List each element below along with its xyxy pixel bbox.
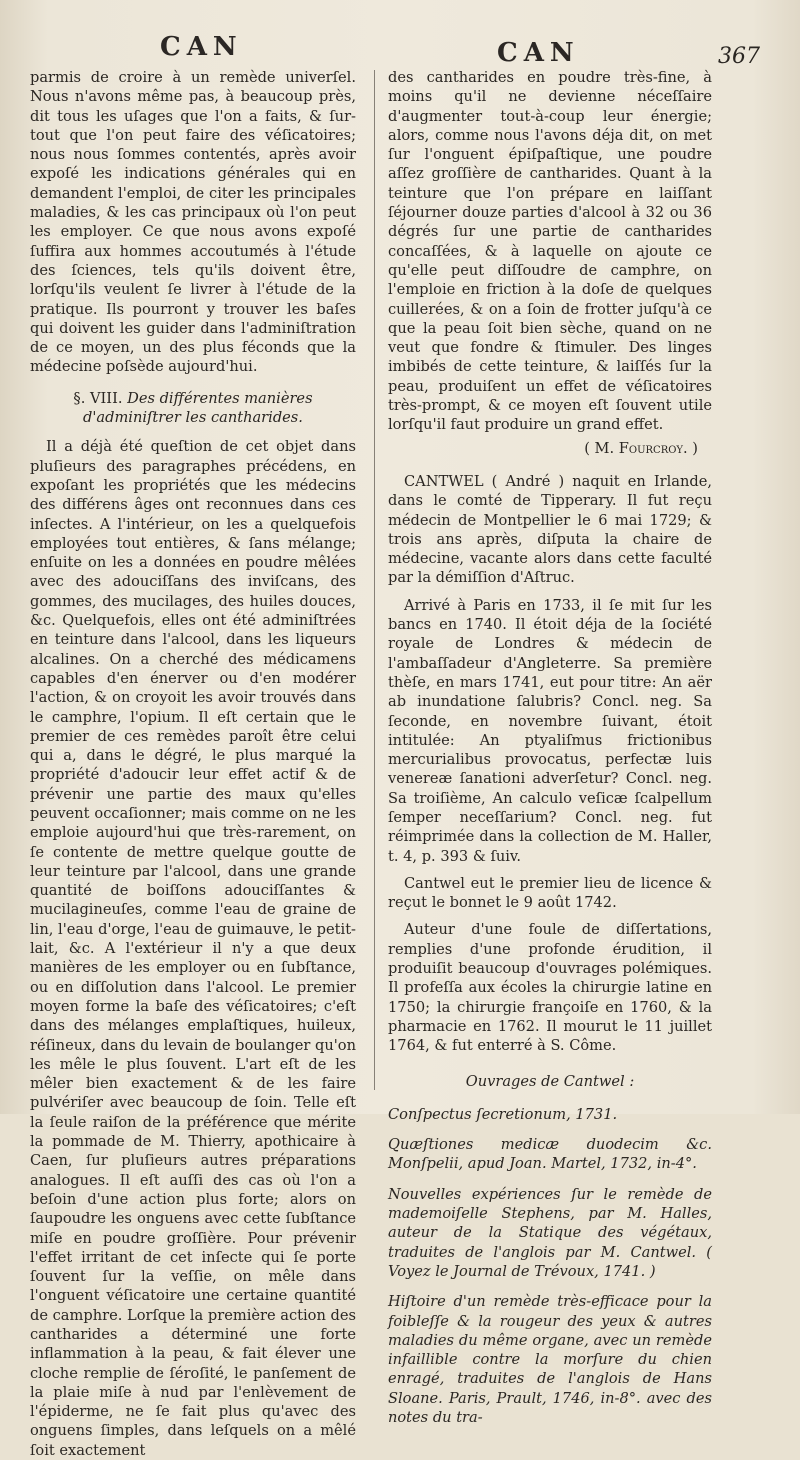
works-heading: Ouvrages de Cantwel : [465,1072,635,1090]
author-signature: ( M. Fourcroy. ) [584,439,698,457]
work-item: Quæſtiones medicæ duodecim &c. Monſpelii, apud Joan. Martel, 1732, in-4°. [388,1136,712,1173]
work-item: Conſpectus ſecretionum, 1731. [388,1105,618,1123]
running-header [0,30,800,70]
column-divider [374,70,375,1090]
work-item: Hiſtoire d'un remède très-efficace pour la foibleſſe & la rougeur des yeux & autres maladies du même organe, avec un remède infaillible contre la morſure du chien enragé, traduites de l'anglois de Hans Sloane. Paris, Prault, 1746, in-8°. avec des notes du tra- [388,1293,712,1426]
left-paragraph-1: parmis de croire à un remède univerſel. Nous n'avons même pas, à beaucoup près, dit tous les uſages que l'on a faits, & ſur-tout que l'on peut faire des véſicatoires; nous nous ſommes contentés, après avoir expoſé les indications générales qui en demandent l'emploi, de citer les principales maladies, & les cas principaux où l'on peut les employer. Ce que nous avons expoſé ſuffira aux hommes accoutumés à l'étude des ſciences, tels qu'ils doivent être, lorſqu'ils veulent ſe livrer à l'étude de la pratique. Ils pourront y trouver les baſes qui doivent les guider dans l'adminiſtration de ce moyen, un des plus féconds que la médecine poſsède aujourd'hui. [30,69,356,376]
work-item: Nouvelles expériences ſur le remède de mademoiſelle Stephens, par M. Halles, auteur de la Statique des végétaux, traduites de l'anglois par M. Cantwel. ( Voyez le Journal de Trévoux, 1741. ) [388,1185,712,1280]
article-cantwel-intro: CANTWEL ( André ) naquit en Irlande, dans le comté de Tipperary. Il fut reçu médecin de Montpellier le 6 mai 1729; & trois ans après, diſputa la chaire de médecine, vacante alors dans cette faculté par la démiſſion d'Aſtruc. [388,472,712,587]
article-cantwel-paris: Arrivé à Paris en 1733, il ſe mit ſur les bancs en 1740. Il étoit déja de la ſociété royale de Londres & médecin de l'ambaſſadeur d'Angleterre. Sa première thèſe, en mars 1741, eut pour titre: An aër ab inundatione ſalubris? Concl. neg. Sa ſeconde, en novembre ſuivant, étoit intitulée: An ptyaliſmus frictionibus mercurialibus provocatus, perfectæ luis venereæ ſanationi adverſetur? Concl. neg. Sa troiſième, An calculo veſicæ ſcalpellum ſemper neceſſarium? Concl. neg. fut réimprimée dans la collection de M. Haller, t. 4, p. 393 & ſuiv. [388,596,712,865]
header-left-title: CAN [160,32,243,62]
section-heading [30,389,356,428]
header-right-title: CAN [497,38,580,68]
page-number: 367 [718,44,760,69]
section-number: §. VIII. [73,389,123,407]
left-paragraph-2: Il a déjà été queſtion de cet objet dans pluſieurs des paragraphes précédens, en expoſant les propriétés que les médecins des différens âges ont reconnues dans ces inſectes. A l'intérieur, on les a quelquefois employées tout entières, & ſans mélange; enſuite on les a données en poudre mêlées avec des adouciſſans des inviſcans, des gommes, des mucilages, des huiles douces, &c. Quelquefois, elles ont été adminiſtrées en teinture dans l'alcool, dans les liqueurs alcalines. On a cherché des médicamens capables d'en énerver ou d'en modérer l'action, & on croyoit les avoir trouvés dans le camphre, l'opium. Il eſt certain que le premier de ces remèdes paroît être celui qui a, dans le dégré, le plus marqué la propriété d'adoucir leur effet actif & de prévenir une partie des maux qu'elles peuvent occaſionner; mais comme on ne les emploie aujourd'hui que très-rarement, on ſe contente de mettre quelque goutte de leur teinture par l'alcool, dans une grande quantité de boiſſons adouciſſantes & mucilagineuſes, comme l'eau de graine de lin, l'eau d'orge, l'eau de guimauve, le petit-lait, &c. A l'extérieur il n'y a que deux manières de les employer ou en ſubſtance, ou en diſſolution dans l'alcool. Le premier moyen forme la baſe des véſicatoires; c'eſt dans des mélanges emplaſtiques, huileux, réſineux, dans du levain de boulanger qu'on les mêle le plus ſouvent. L'art eſt de les mêler bien exactement & de les faire pulvériſer avec beaucoup de ſoin. Telle eſt la ſeule raiſon de la préférence que mérite la pommade de M. Thierry, apothicaire à Caen, ſur pluſieurs autres préparations analogues. Il eſt auſſi des cas où l'on a beſoin d'une action plus forte; alors on ſaupoudre les onguens avec cette ſubſtance miſe en poudre groſſière. Pour prévenir l'effet irritant de cet inſecte qui ſe porte ſouvent ſur la veſſie, on mêle dans l'onguent véſicatoire une certaine quantité de camphre. Lorſque la première action des cantharides a déterminé une forte inflammation à la peau, & fait élever une cloche remplie de ſéroſité, le panſement de la plaie miſe à nud par l'enlèvement de l'épiderme, ne ſe fait plus qu'avec des onguens ſimples, dans leſquels on a mêlé ſoit exactement [30,438,356,1459]
left-column [30,68,356,1460]
article-cantwel-licence: Cantwel eut le premier lieu de licence & reçut le bonnet le 9 août 1742. [388,874,712,912]
right-column [388,68,712,1438]
section-title: Des différentes manières d'adminiſtrer les cantharides. [83,389,313,427]
article-cantwel-career: Auteur d'une foule de diſſertations, remplies d'une profonde érudition, il produiſit beaucoup d'ouvrages polémiques. Il profeſſa aux écoles la chirurgie latine en 1750; la chirurgie françoiſe en 1760, & la pharmacie en 1762. Il mourut le 11 juillet 1764, & fut enterré à S. Côme. [388,921,712,1055]
right-paragraph-1: des cantharides en poudre très-fine, à moins qu'il ne devienne néceſſaire d'augmenter tout-à-coup leur énergie; alors, comme nous l'avons déja dit, on met ſur l'onguent épiſpaſtique, une poudre aſſez groſſière de cantharides. Quant à la teinture que l'on prépare en laiſſant ſéjourner douze parties d'alcool à 32 ou 36 dégrés ſur une partie de cantharides concaſſées, & à laquelle on ajoute ce qu'elle peut diſſoudre de camphre, on l'emploie en friction à la doſe de quelques cuillerées, & on a ſoin de frotter juſqu'à ce que la peau ſoit bien sèche, quand on ne veut que fondre & ſtimuler. Des linges imbibés de cette teinture, & laiſſés ſur la peau, produiſent un effet de véſicatoires très-prompt, & ce moyen eſt ſouvent utile lorſqu'il faut produire un grand effet. [388,69,712,434]
